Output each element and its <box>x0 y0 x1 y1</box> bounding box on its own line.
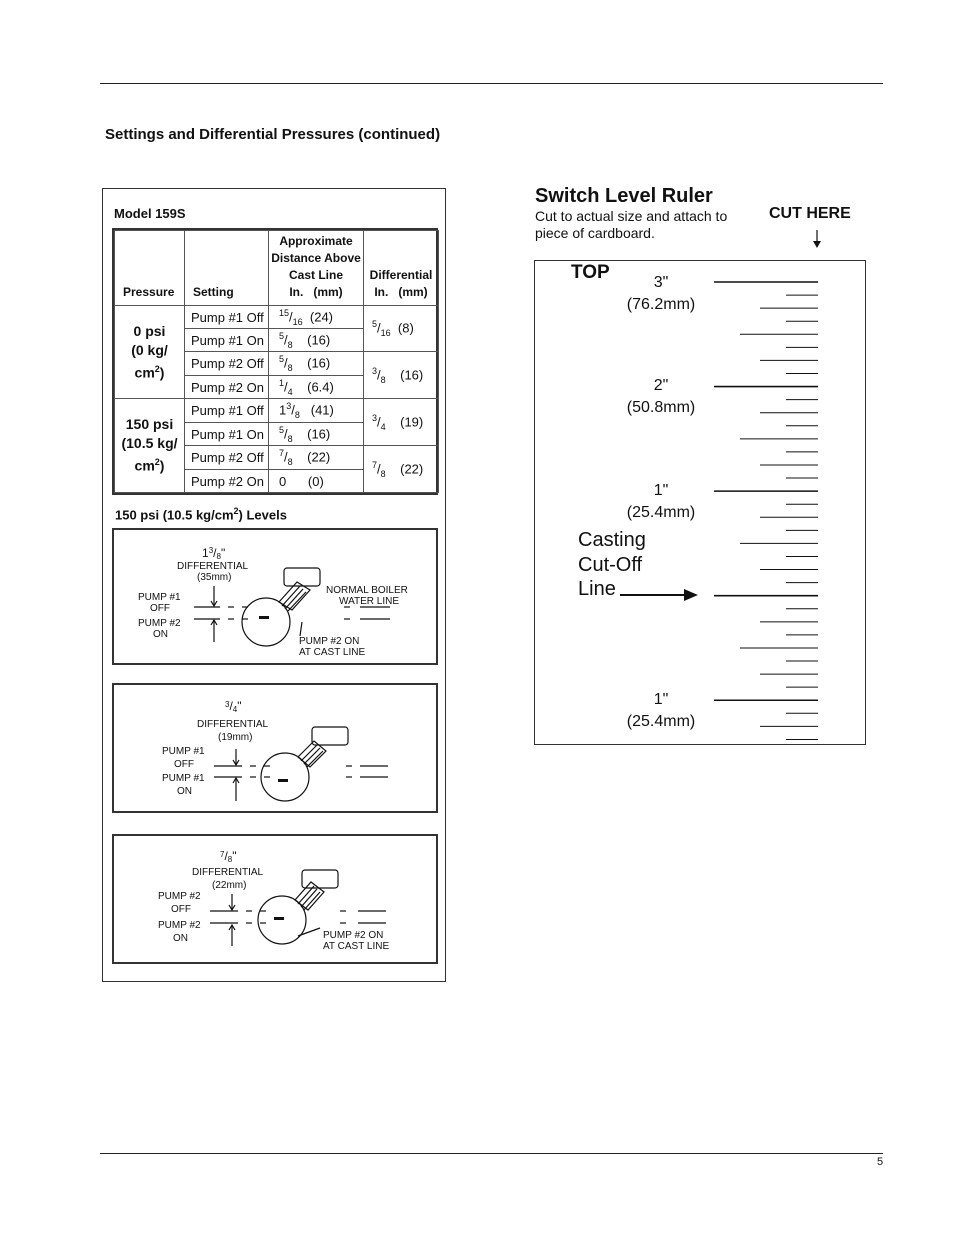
distance-cell: $^5/_8$ (16) <box>269 352 364 376</box>
settings-table <box>112 228 438 495</box>
distance-cell: $1^3/_8$ (41) <box>269 399 364 423</box>
setting-cell: Pump #1 Off <box>185 399 269 423</box>
distance-cell: 0 (0) <box>269 470 364 493</box>
pressure-cell: 150 psi (10.5 kg/ $cm^2$) <box>115 399 185 493</box>
distance-cell: $^5/_8$ (16) <box>269 329 364 352</box>
ruler-mark-3in: 3" (76.2mm) <box>626 274 696 313</box>
page-number: 5 <box>877 1156 884 1168</box>
distance-cell: $^7/_8$ (22) <box>269 446 364 470</box>
cast-label-2: AT CAST LINE <box>323 941 390 952</box>
level-diagram-1 <box>112 528 438 665</box>
table-row <box>115 399 439 423</box>
setting-cell: Pump #1 Off <box>185 306 269 329</box>
upper-label: PUMP #1 <box>162 746 205 757</box>
pressure-cell: 0 psi (0 kg/ $cm^2$) <box>115 306 185 399</box>
diff-fraction: $1^3/8$" <box>202 546 226 561</box>
header-distance: Approximate Distance Above Cast Line In. (mm) <box>269 231 364 306</box>
cast-label-2: AT CAST LINE <box>299 647 366 658</box>
model-label: Model 159S <box>114 206 186 221</box>
cast-label: PUMP #2 ON <box>323 930 384 941</box>
differential-cell: $^7/_8$ (22) <box>364 446 439 493</box>
setting-cell: Pump #1 On <box>185 329 269 352</box>
note-label: NORMAL BOILER <box>326 585 408 596</box>
upper-label-2: OFF <box>171 904 191 915</box>
lower-label: PUMP #1 <box>162 773 205 784</box>
diff-mm: (19mm) <box>218 732 253 743</box>
upper-label-2: OFF <box>174 759 194 770</box>
ruler-title: Switch Level Ruler <box>535 185 713 207</box>
upper-label: PUMP #2 <box>158 891 201 902</box>
upper-label-2: OFF <box>150 603 170 614</box>
header-rule <box>100 83 883 84</box>
lower-label: PUMP #2 <box>138 618 181 629</box>
cut-arrow-icon <box>810 230 824 250</box>
diff-label: DIFFERENTIAL <box>177 561 249 572</box>
diff-label: DIFFERENTIAL <box>197 719 269 730</box>
differential-cell: $^3/_4$ (19) <box>364 399 439 446</box>
diff-fraction: $^3$/4" <box>225 699 242 714</box>
lower-label: PUMP #2 <box>158 920 201 931</box>
diff-mm: (35mm) <box>197 572 232 583</box>
lower-label-2: ON <box>173 933 188 944</box>
footer-rule <box>100 1153 883 1154</box>
diff-mm: (22mm) <box>212 880 247 891</box>
distance-cell: $^5/_8$ (16) <box>269 423 364 446</box>
ruler-mark-2in: 2" (50.8mm) <box>626 377 696 416</box>
header-differential: Differential In. (mm) <box>364 231 439 306</box>
differential-cell: $^3/_8$ (16) <box>364 352 439 399</box>
ruler-ticks <box>700 270 830 745</box>
ruler-top-label: TOP <box>571 262 610 283</box>
setting-cell: Pump #2 Off <box>185 352 269 376</box>
lower-label-2: ON <box>153 629 168 640</box>
setting-cell: Pump #2 On <box>185 470 269 493</box>
level-diagram-3 <box>112 834 438 964</box>
lower-label-2: ON <box>177 786 192 797</box>
note-label-2: WATER LINE <box>339 596 400 607</box>
casting-cutoff-label: Casting Cut-Off Line <box>578 529 646 600</box>
levels-title: 150 psi (10.5 $kg/cm^2$) Levels <box>115 506 287 523</box>
distance-cell: $^1/_4$ (6.4) <box>269 376 364 399</box>
ruler-subtitle: Cut to actual size and attach to piece of cardboard. <box>535 208 728 241</box>
section-title: Settings and Differential Pressures (continued) <box>105 126 441 143</box>
setting-cell: Pump #1 On <box>185 423 269 446</box>
ruler-mark-1in-lower: 1" (25.4mm) <box>626 691 696 730</box>
casting-arrow-icon <box>620 586 700 604</box>
ruler-mark-1in-upper: 1" (25.4mm) <box>626 482 696 521</box>
setting-cell: Pump #2 On <box>185 376 269 399</box>
cast-label: PUMP #2 ON <box>299 636 360 647</box>
level-diagram-2 <box>112 683 438 813</box>
cut-here-label: CUT HERE <box>769 205 851 222</box>
diff-label: DIFFERENTIAL <box>192 867 264 878</box>
header-setting: Setting <box>185 231 269 306</box>
differential-cell: $^5/_{16}$ (8) <box>364 306 439 352</box>
header-pressure: Pressure <box>115 231 185 306</box>
distance-cell: $^{15}/_{16}$ (24) <box>269 306 364 329</box>
upper-label: PUMP #1 <box>138 592 181 603</box>
table-row <box>115 306 439 329</box>
setting-cell: Pump #2 Off <box>185 446 269 470</box>
diff-fraction: $^7$/8" <box>220 849 237 864</box>
